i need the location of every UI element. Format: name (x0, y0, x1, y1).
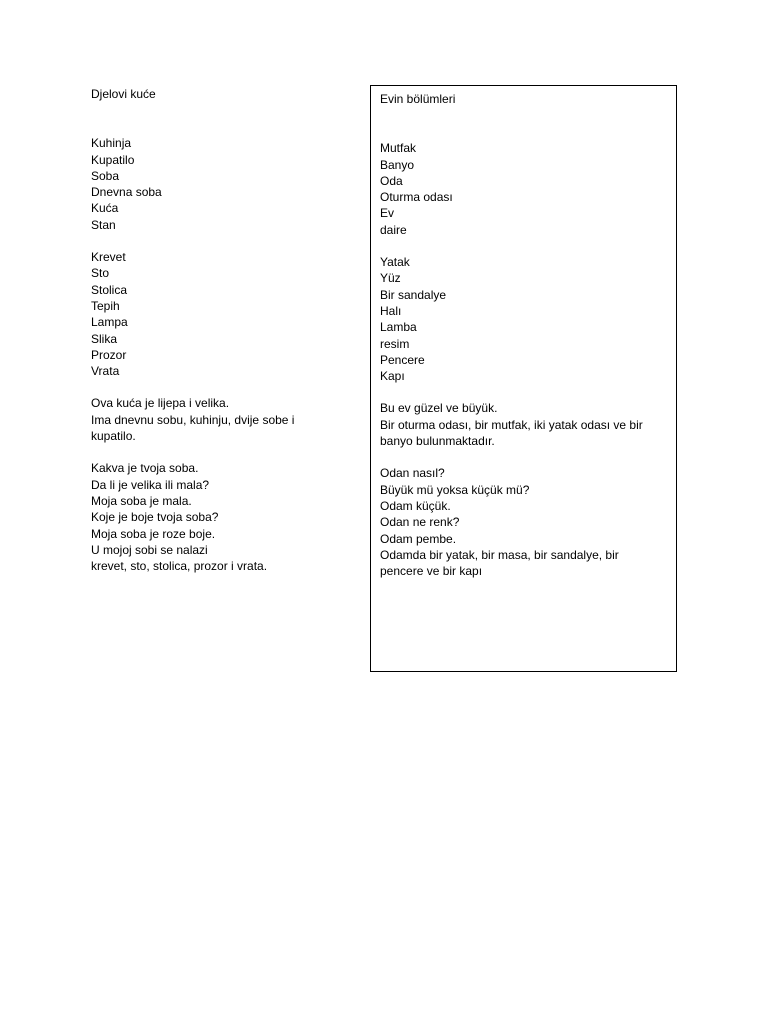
paragraph-line: Bu ev güzel ve büyük. (380, 401, 498, 416)
list-item: Bir sandalye (380, 287, 447, 302)
list-item: Halı (380, 303, 402, 318)
list-item: Mutfak (380, 141, 417, 156)
list-item: Oda (380, 173, 403, 188)
paragraph-line: krevet, sto, stolica, prozor i vrata. (91, 559, 268, 574)
list-item: daire (380, 222, 407, 237)
list-item: Krevet (91, 250, 126, 265)
turkish-title: Evin bölümleri (380, 92, 456, 106)
paragraph-line: Odam küçük. (380, 498, 451, 513)
list-item: resim (380, 336, 410, 351)
paragraph-line: Ova kuća je lijepa i velika. (91, 396, 230, 411)
paragraph-line: pencere ve bir kapı (380, 564, 483, 579)
list-item: Stan (91, 217, 116, 232)
paragraph-line: Koje je boje tvoja soba? (91, 510, 219, 525)
list-item: Yatak (380, 255, 410, 270)
list-item: Banyo (380, 157, 415, 172)
paragraph-line: banyo bulunmaktadır. (380, 434, 495, 449)
turkish-paragraph-room (380, 465, 670, 579)
list-item: Lamba (380, 320, 417, 335)
list-item: Yüz (380, 271, 401, 286)
bosnian-paragraph-room (91, 460, 346, 574)
list-item: Kuća (91, 201, 119, 216)
turkish-furniture-list (380, 254, 670, 384)
paragraph-line: Moja soba je roze boje. (91, 526, 216, 541)
list-item: Kupatilo (91, 152, 135, 167)
list-item: Ev (380, 206, 395, 221)
bosnian-title: Djelovi kuće (91, 87, 156, 101)
list-item: Sto (91, 266, 110, 281)
list-item: Tepih (91, 298, 120, 313)
bosnian-furniture-list (91, 249, 346, 379)
list-item: Pencere (380, 352, 425, 367)
list-item: Dnevna soba (91, 185, 162, 200)
paragraph-line: Odamda bir yatak, bir masa, bir sandalye, bir (380, 547, 619, 562)
list-item: Kapı (380, 369, 405, 384)
paragraph-line: Moja soba je mala. (91, 493, 192, 508)
bosnian-column (91, 86, 346, 574)
paragraph-line: Bir oturma odası, bir mutfak, iki yatak odası ve bir (380, 417, 643, 432)
paragraph-line: Da li je velika ili mala? (91, 477, 210, 492)
list-item: Vrata (91, 364, 120, 379)
paragraph-line: Odan ne renk? (380, 515, 460, 530)
paragraph-line: kupatilo. (91, 429, 136, 444)
turkish-paragraph-house (380, 400, 670, 449)
list-item: Kuhinja (91, 136, 132, 151)
bosnian-rooms-list (91, 135, 346, 233)
turkish-box (370, 85, 677, 672)
list-item: Soba (91, 168, 120, 183)
paragraph-line: U mojoj sobi se nalazi (91, 542, 208, 557)
paragraph-line: Odan nasıl? (380, 466, 445, 481)
paragraph-line: Odam pembe. (380, 531, 457, 546)
turkish-rooms-list (380, 140, 670, 238)
paragraph-line: Ima dnevnu sobu, kuhinju, dvije sobe i (91, 412, 295, 427)
list-item: Prozor (91, 347, 127, 362)
list-item: Oturma odası (380, 190, 453, 205)
paragraph-line: Büyük mü yoksa küçük mü? (380, 482, 530, 497)
paragraph-line: Kakva je tvoja soba. (91, 461, 199, 476)
bosnian-paragraph-house (91, 395, 346, 444)
list-item: Lampa (91, 315, 128, 330)
list-item: Slika (91, 331, 118, 346)
list-item: Stolica (91, 282, 128, 297)
turkish-column (380, 91, 670, 579)
